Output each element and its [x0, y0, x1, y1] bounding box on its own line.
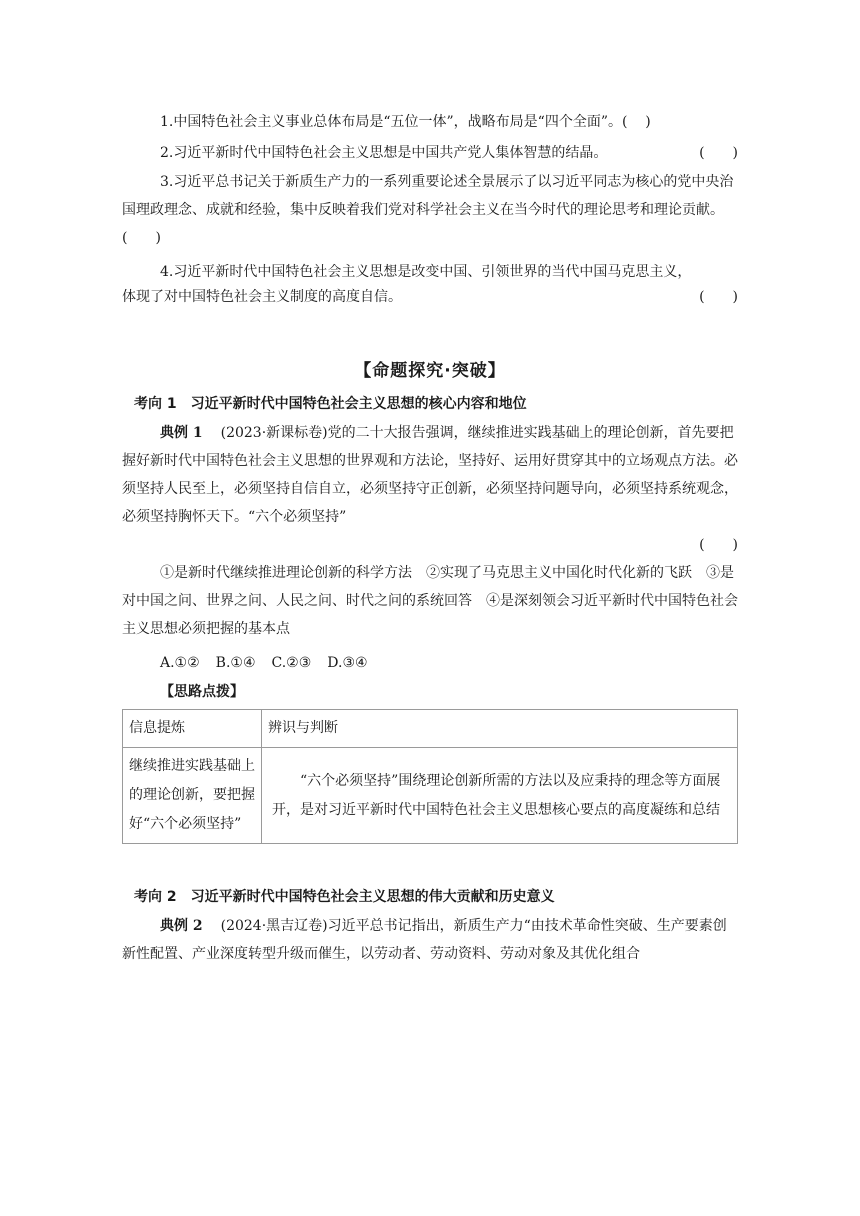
table-cell: “六个必须坚持”围绕理论创新所需的方法以及应秉持的理念等方面展开，是对习近平新时代中国特色社会主义思想核心要点的高度凝练和总结	[262, 748, 738, 844]
choice-b: B.①④	[215, 655, 256, 671]
table-header-row	[123, 710, 738, 748]
page-content	[122, 108, 738, 968]
question-4: 4.习近平新时代中国特色社会主义思想是改变中国、引领世界的当代中国马克思主义，	[160, 264, 692, 280]
table-header-cell: 信息提炼	[123, 710, 262, 748]
question-1: 1.中国特色社会主义事业总体布局是“五位一体”，战略布局是“四个全面”。( )	[160, 114, 651, 130]
question-4-continued: 体现了对中国特色社会主义制度的高度自信。 ( )	[122, 286, 738, 306]
example-1-options: ①是新时代继续推进理论创新的科学方法 ②实现了马克思主义中国化时代化新的飞跃 ③是对中国之问、世界之问、人民之问、时代之问的系统回答 ④是深刻领会习近平新时代中国特色社会主义思想必须把握的基本点	[122, 565, 738, 637]
question-2: 2.习近平新时代中国特色社会主义思想是中国共产党人集体智慧的结晶。 ( )	[122, 142, 738, 162]
example-1-choices	[122, 649, 738, 677]
example-1-body: 典例 1 (2023·新课标卷)党的二十大报告强调，继续推进实践基础上的理论创新，首先要把握好新时代中国特色社会主义思想的世界观和方法论，坚持好、运用好贯穿其中的立场观点方法。必须坚持人民至上，必须坚持自信自立，必须坚持守正创新，必须坚持问题导向，必须坚持系统观念，必须坚持胸怀天下。“六个必须坚持”	[122, 425, 738, 525]
table-row	[123, 748, 738, 844]
example-2-body: 典例 2 (2024·黑吉辽卷)习近平总书记指出，新质生产力“由技术革命性突破、生产要素创新性配置、产业深度转型升级而催生，以劳动者、劳动资料、劳动对象及其优化组合	[122, 918, 727, 962]
example-1-bracket: ( )	[699, 537, 738, 553]
table-header-cell: 辨识与判断	[262, 710, 738, 748]
question-3: 3.习近平总书记关于新质生产力的一系列重要论述全景展示了以习近平同志为核心的党中央治国理政理念、成就和经验，集中反映着我们党对科学社会主义在当今时代的理论思考和理论贡献。( )	[122, 174, 734, 246]
kaoxiang-1-heading: 考向 1 习近平新时代中国特色社会主义思想的核心内容和地位	[134, 396, 527, 412]
hint-table	[122, 709, 738, 844]
table-cell: 继续推进实践基础上的理论创新，要把握好“六个必须坚持”	[123, 748, 262, 844]
choice-a: A.①②	[160, 655, 200, 671]
answer-bracket: ( )	[699, 289, 738, 305]
answer-bracket: ( )	[699, 145, 738, 161]
kaoxiang-2-heading: 考向 2 习近平新时代中国特色社会主义思想的伟大贡献和历史意义	[134, 889, 555, 905]
choice-d: D.③④	[327, 655, 368, 671]
section-title: 【命题探究·突破】	[354, 361, 506, 381]
hint-title: 【思路点拨】	[160, 684, 244, 700]
choice-c: C.②③	[271, 655, 312, 671]
